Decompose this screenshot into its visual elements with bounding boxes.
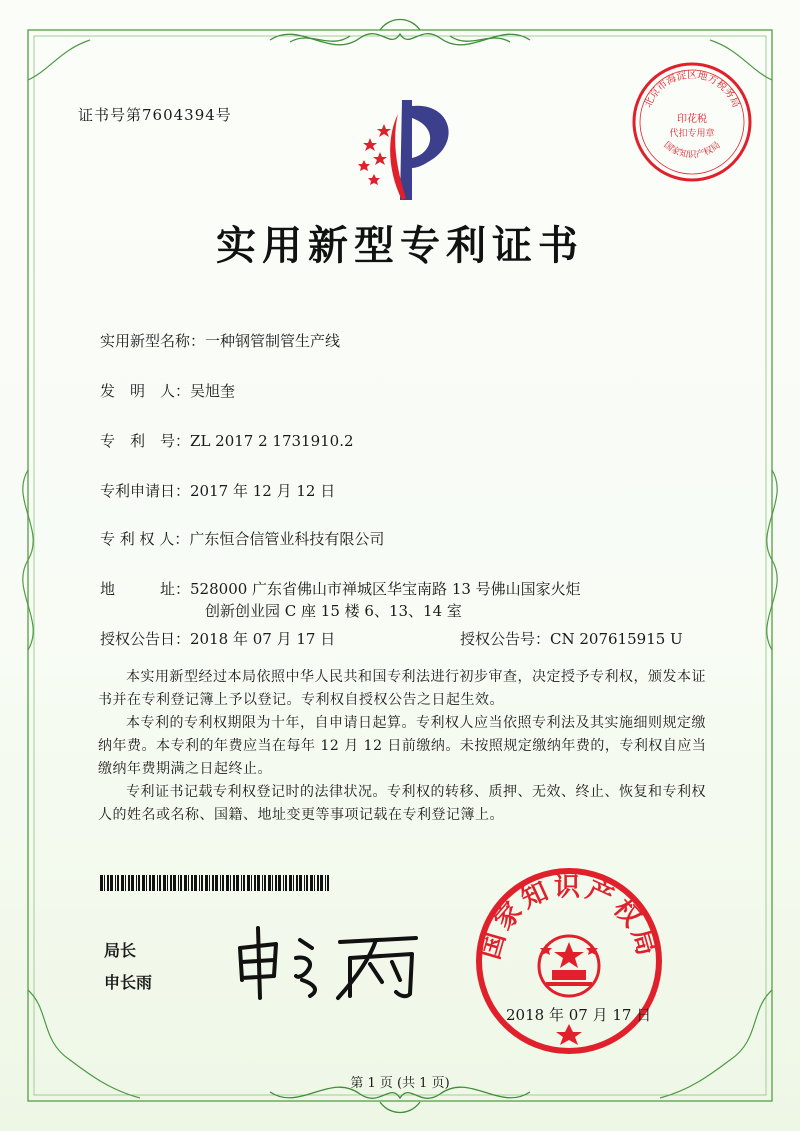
utility-model-name-label: 实用新型名称：	[100, 332, 206, 350]
paragraph-3: 专利证书记载专利权登记时的法律状况。专利权的转移、质押、无效、终止、恢复和专利权人的姓名或名称、国籍、地址变更等事项记载在专利登记簿上。	[98, 784, 706, 823]
patentee-label: 专 利 权 人：	[100, 530, 190, 548]
filing-date-label: 专利申请日：	[100, 482, 191, 500]
filing-date-row	[100, 480, 335, 501]
chief-title: 局长	[104, 941, 137, 960]
grant-date-row	[100, 628, 335, 649]
patentee-value: 广东恒合信管业科技有限公司	[189, 530, 385, 548]
paragraph-2: 本专利的专利权期限为十年，自申请日起算。专利权人应当依照专利法及其实施细则规定缴纳年费。本专利的年费应当在每年 12 月 12 日前缴纳。未按照规定缴纳年费的，专利权自应当缴纳年费期满之日起终止。	[98, 715, 707, 777]
address-line2: 创新创业园 C 座 15 楼 6、13、14 室	[205, 602, 462, 620]
address-line1: 528000 广东省佛山市禅城区华宝南路 13 号佛山国家火炬	[190, 580, 581, 598]
tax-stamp-seal	[630, 60, 754, 184]
patent-number-row	[100, 430, 354, 451]
barcode	[100, 875, 330, 891]
seal-text: 国家知识产权局	[475, 872, 663, 963]
certificate-title: 实用新型专利证书	[216, 222, 584, 269]
patent-office-logo	[340, 88, 470, 208]
inventor-row	[100, 380, 235, 401]
patent-office-seal	[474, 866, 664, 1056]
address-label: 地 址：	[100, 580, 191, 598]
patentee-row	[100, 528, 384, 549]
grant-number-row	[460, 628, 683, 649]
inventor-value: 吴旭奎	[190, 382, 236, 400]
page-footer: 第 1 页 (共 1 页)	[350, 1076, 450, 1091]
tax-seal-line2: 代扣专用章	[669, 129, 715, 139]
tax-seal-outer-text: 北京市海淀区地方税务局	[642, 70, 742, 110]
inventor-label: 发 明 人：	[100, 382, 191, 400]
certificate-number: 证书号第7604394号	[78, 106, 232, 124]
seal-date: 2018 年 07 月 17 日	[506, 1006, 652, 1024]
chief-name: 申长雨	[104, 973, 153, 992]
grant-number-value: CN 207615915 U	[550, 630, 683, 648]
grant-number-label: 授权公告号：	[460, 630, 551, 648]
paragraph-1: 本实用新型经过本局依照中华人民共和国专利法进行初步审查，决定授予专利权，颁发本证书并在专利登记簿上予以登记。专利权自授权公告之日起生效。	[98, 669, 706, 708]
signature	[230, 918, 430, 1003]
patent-number-label: 专 利 号：	[100, 432, 191, 450]
certificate-body	[98, 666, 716, 827]
patent-number-value: ZL 2017 2 1731910.2	[190, 432, 354, 450]
tax-seal-line1: 印花税	[677, 114, 707, 125]
filing-date-value: 2017 年 12 月 12 日	[190, 482, 336, 500]
address-line2-row	[205, 600, 462, 621]
utility-model-name-row	[100, 330, 340, 351]
address-row	[100, 578, 581, 599]
svg-text:国家知识产权局	[661, 140, 722, 161]
grant-date-value: 2018 年 07 月 17 日	[190, 630, 336, 648]
tax-seal-bottom-text: 国家知识产权局	[661, 140, 723, 161]
utility-model-name-value: 一种钢管制管生产线	[205, 332, 341, 350]
grant-date-label: 授权公告日：	[100, 630, 191, 648]
